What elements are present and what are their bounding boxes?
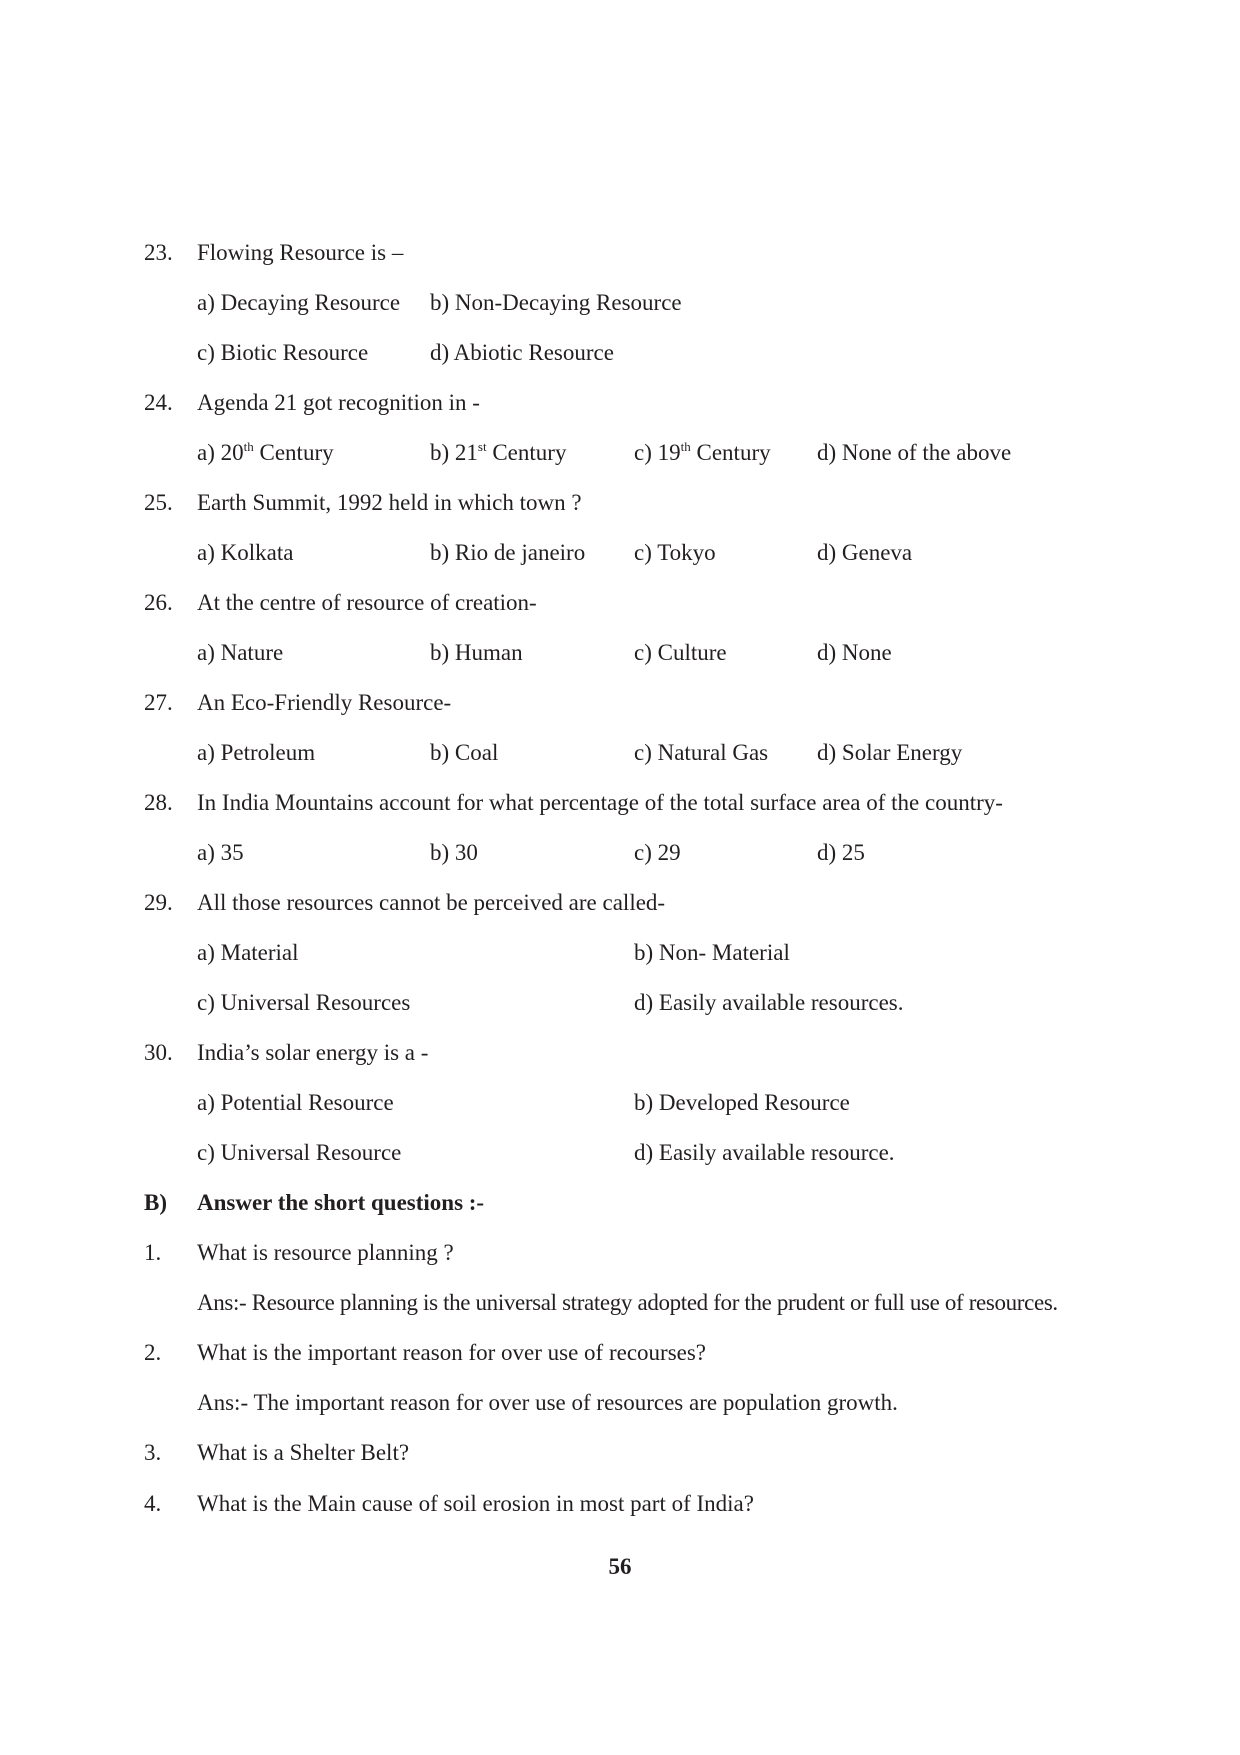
- option-a: a) 35: [197, 840, 244, 865]
- options-row: [0, 983, 1240, 1023]
- question-text: At the centre of resource of creation-: [197, 590, 537, 615]
- option-b: b) Non- Material: [634, 940, 790, 965]
- options-row: [0, 633, 1240, 673]
- question-number: 29.: [144, 890, 173, 915]
- question-text: What is a Shelter Belt?: [197, 1440, 410, 1465]
- question-number: 26.: [144, 590, 173, 615]
- answer-1: [0, 1283, 1240, 1323]
- question-30: [0, 1033, 1240, 1073]
- option-b: b) 21st Century: [430, 439, 567, 465]
- options-row: [0, 533, 1240, 573]
- question-text: Earth Summit, 1992 held in which town ?: [197, 490, 582, 515]
- question-text: What is the Main cause of soil erosion in most part of India?: [197, 1491, 754, 1516]
- question-number: 1.: [144, 1240, 162, 1265]
- option-b: b) Human: [430, 640, 523, 665]
- question-27: [0, 683, 1240, 723]
- option-c: c) Biotic Resource: [197, 340, 369, 365]
- short-question-3: [0, 1433, 1240, 1473]
- question-number: 27.: [144, 690, 173, 715]
- option-b: b) Coal: [430, 740, 499, 765]
- question-number: 25.: [144, 490, 173, 515]
- question-29: [0, 883, 1240, 923]
- option-d: d) 25: [817, 840, 865, 865]
- option-a: a) Potential Resource: [197, 1090, 394, 1115]
- question-number: 24.: [144, 390, 173, 415]
- option-b: b) 30: [430, 840, 478, 865]
- option-a: a) Kolkata: [197, 540, 294, 565]
- option-a: a) Decaying Resource: [197, 290, 401, 315]
- options-row: [0, 1133, 1240, 1173]
- option-a: a) 20th Century: [197, 439, 334, 465]
- short-question-4: [0, 1484, 1240, 1524]
- question-number: 23.: [144, 240, 173, 265]
- question-26: [0, 583, 1240, 623]
- question-text: Flowing Resource is –: [197, 240, 404, 265]
- question-text: What is resource planning ?: [197, 1240, 454, 1265]
- option-c: c) Natural Gas: [634, 740, 769, 765]
- options-row: [0, 283, 1240, 323]
- option-d: d) Easily available resource.: [634, 1140, 895, 1165]
- options-row: [0, 733, 1240, 773]
- section-title: Answer the short questions :-: [197, 1190, 485, 1215]
- question-text: All those resources cannot be perceived are called-: [197, 890, 666, 915]
- options-row: [0, 933, 1240, 973]
- page-number: 56: [608, 1554, 632, 1579]
- options-row: [0, 333, 1240, 373]
- answer-2: [0, 1383, 1240, 1423]
- question-number: 2.: [144, 1340, 162, 1365]
- options-row: [0, 1083, 1240, 1123]
- question-number: 4.: [144, 1491, 162, 1516]
- short-question-1: [0, 1233, 1240, 1273]
- options-row: [0, 433, 1240, 473]
- option-d: d) None of the above: [817, 440, 1012, 465]
- option-c: c) Universal Resources: [197, 990, 411, 1015]
- question-text: India’s solar energy is a -: [197, 1040, 429, 1065]
- option-c: c) Tokyo: [634, 540, 716, 565]
- option-d: d) Solar Energy: [817, 740, 963, 765]
- option-c: c) 29: [634, 840, 681, 865]
- option-c: c) 19th Century: [634, 439, 771, 465]
- question-text: An Eco-Friendly Resource-: [197, 690, 452, 715]
- answer-text: Ans:- Resource planning is the universal strategy adopted for the prudent or full use of resources.: [197, 1290, 1058, 1315]
- answer-text: Ans:- The important reason for over use of resources are population growth.: [197, 1390, 898, 1415]
- option-d: d) Geneva: [817, 540, 913, 565]
- section-b-heading: [0, 1183, 1240, 1223]
- option-a: a) Petroleum: [197, 740, 316, 765]
- option-d: d) Easily available resources.: [634, 990, 904, 1015]
- question-number: 30.: [144, 1040, 173, 1065]
- option-b: b) Non-Decaying Resource: [430, 290, 682, 315]
- option-d: d) Abiotic Resource: [430, 340, 614, 365]
- option-a: a) Nature: [197, 640, 284, 665]
- question-text: In India Mountains account for what percentage of the total surface area of the country-: [197, 790, 1003, 815]
- option-b: b) Developed Resource: [634, 1090, 850, 1115]
- option-d: d) None: [817, 640, 892, 665]
- section-label: B): [144, 1190, 167, 1215]
- option-a: a) Material: [197, 940, 299, 965]
- question-25: [0, 483, 1240, 523]
- question-23: [0, 233, 1240, 273]
- options-row: [0, 833, 1240, 873]
- question-number: 3.: [144, 1440, 162, 1465]
- question-text: What is the important reason for over use of recourses?: [197, 1340, 707, 1365]
- option-b: b) Rio de janeiro: [430, 540, 586, 565]
- option-c: c) Culture: [634, 640, 727, 665]
- question-number: 28.: [144, 790, 173, 815]
- question-text: Agenda 21 got recognition in -: [197, 390, 480, 415]
- question-28: [0, 783, 1240, 823]
- option-c: c) Universal Resource: [197, 1140, 402, 1165]
- question-24: [0, 383, 1240, 423]
- short-question-2: [0, 1333, 1240, 1373]
